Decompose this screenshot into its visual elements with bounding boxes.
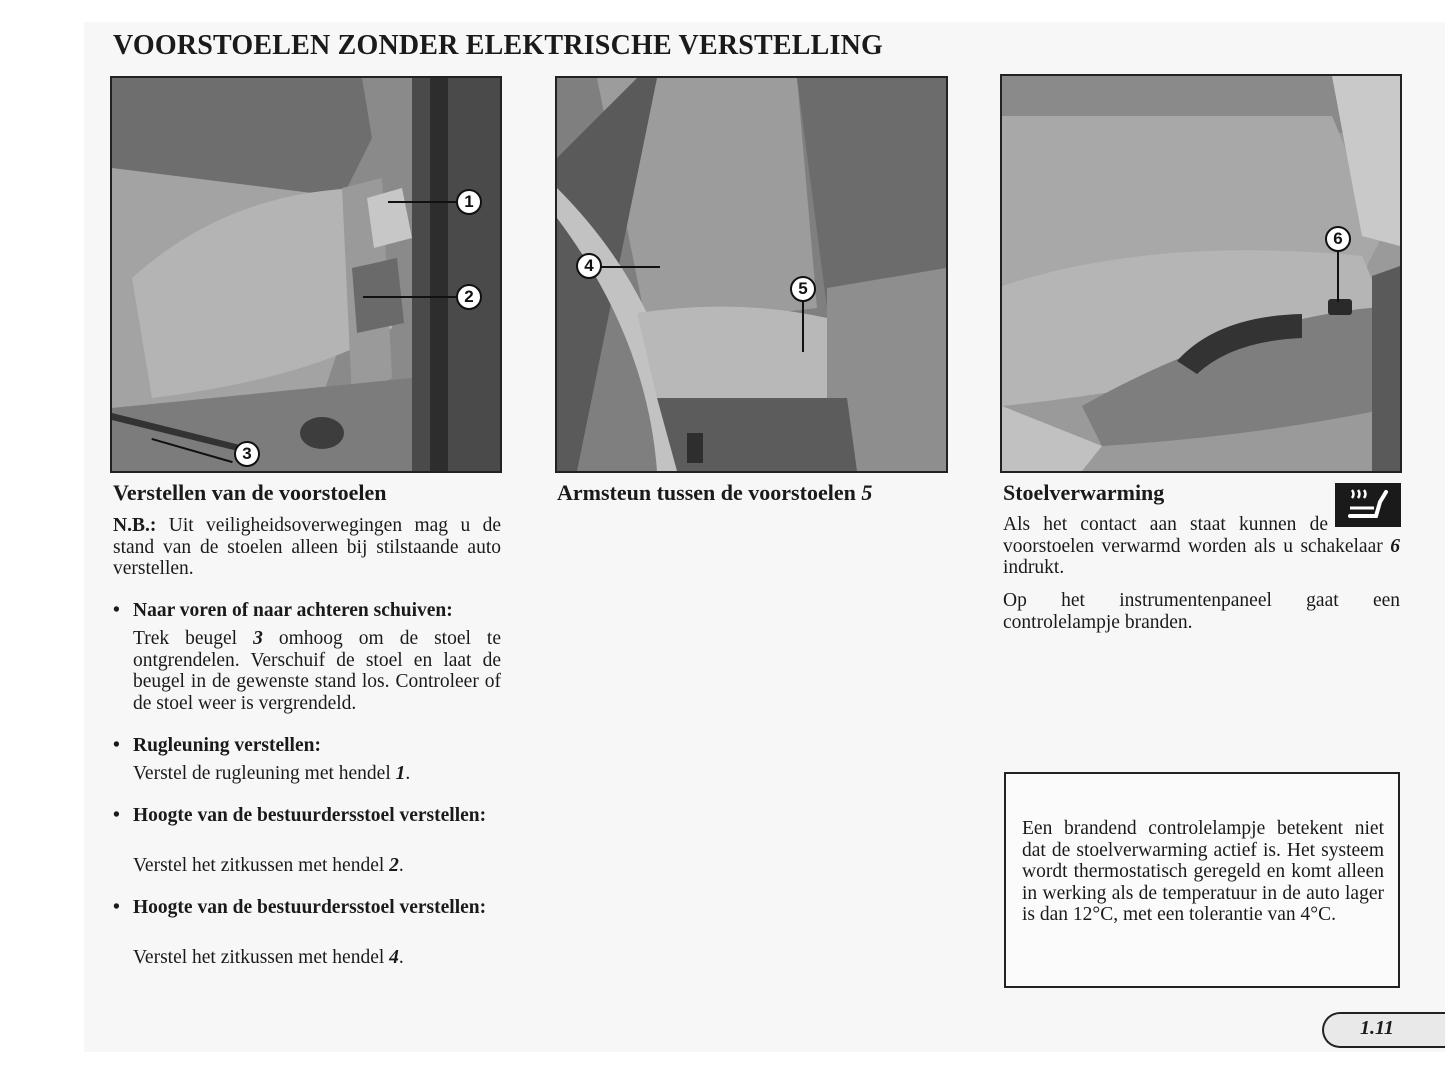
heading-seat-heating: Stoelverwarming [1003, 480, 1165, 505]
bullet-dot: • [113, 735, 120, 756]
callout-5: 5 [790, 276, 816, 302]
text: Verstel de rugleuning met hendel [133, 763, 396, 784]
text: Verstel het zitkussen met hendel [133, 855, 390, 876]
text: . [405, 763, 411, 784]
icon-spacer [1328, 514, 1400, 535]
nb-text: Uit veiligheidsoverwegingen mag u de stand van de stoelen alleen bij stilstaande auto verstellen. [113, 515, 501, 579]
seat-heating-paragraph-1-text [1003, 514, 1400, 579]
callout-2: 2 [456, 284, 482, 310]
text: indrukt. [1003, 557, 1065, 578]
ref-armrest-5: 5 [861, 480, 873, 505]
bullet-title-backrest [113, 735, 501, 757]
callout-3: 3 [234, 441, 260, 467]
bullet-body-slide [133, 628, 501, 714]
photo-armrest [555, 76, 948, 473]
text: . [398, 947, 404, 968]
callout-leader-6 [1337, 252, 1339, 302]
callout-leader-2 [363, 296, 456, 298]
bullet-title-slide [113, 600, 501, 622]
ref-lever-3: 3 [253, 628, 263, 649]
callout-leader-5 [802, 302, 804, 352]
bullet-title-text: Hoogte van de bestuurdersstoel verstellen: [133, 897, 487, 918]
callout-leader-4 [600, 266, 660, 268]
heading-seat-adjustment: Verstellen van de voorstoelen [113, 480, 387, 505]
bullet-title-text: Naar voren of naar achteren schuiven: [133, 600, 453, 621]
note-text: Een brandend controlelampje betekent niet dat de stoelverwarming actief is. Het systeem wordt thermostatisch geregeld en komt alleen in werking als de temperatuur in de auto lager is dan 12°C, met een tolerantie van 4°C. [1022, 818, 1384, 925]
nb-label: N.B.: [113, 515, 157, 536]
callout-1: 1 [456, 189, 482, 215]
photo-seat-adjustment [110, 76, 502, 473]
callout-6: 6 [1325, 226, 1351, 252]
text: Verstel het zitkussen met hendel [133, 947, 390, 968]
seat-heating-paragraph-2: Op het instrumentenpaneel gaat een controlelampje branden. [1003, 590, 1400, 633]
note-box [1004, 772, 1400, 988]
nb-note [113, 515, 501, 580]
bullet-title-height-1 [113, 805, 501, 827]
ref-lever-1: 1 [395, 763, 406, 784]
bullet-body-backrest [133, 763, 501, 785]
bullet-title-height-2 [113, 897, 501, 919]
callout-leader-1 [388, 201, 456, 203]
bullet-dot: • [113, 600, 120, 621]
bullet-dot: • [113, 897, 120, 918]
photo-seat-heating-switch [1000, 74, 1402, 473]
page-title: VOORSTOELEN ZONDER ELEKTRISCHE VERSTELLING [113, 30, 884, 61]
bullet-body-height-1 [133, 855, 501, 877]
heading-armrest-text: Armsteun tussen de voorstoelen [557, 480, 862, 505]
bullet-dot: • [113, 805, 120, 826]
heading-armrest [557, 480, 872, 506]
ref-lever-2: 2 [389, 855, 399, 876]
callout-4: 4 [576, 253, 602, 279]
page-number: 1.11 [1360, 1017, 1394, 1039]
bullet-title-text: Hoogte van de bestuurdersstoel verstellen: [133, 805, 487, 826]
bullet-body-height-2 [133, 947, 501, 969]
text: Als het contact aan staat kunnen de voorstoelen verwarmd worden als u schakelaar [1003, 514, 1391, 557]
ref-lever-4: 4 [389, 947, 399, 968]
bullet-title-text: Rugleuning verstellen: [133, 735, 321, 756]
ref-switch-6: 6 [1390, 535, 1400, 557]
text: Trek beugel [133, 628, 254, 649]
text: omhoog om de stoel te ontgrendelen. Verschuif de stoel en laat de beugel in de gewenste stand los. Controleer of de stoel weer is vergrendeld. [133, 628, 501, 714]
text: . [398, 855, 404, 876]
